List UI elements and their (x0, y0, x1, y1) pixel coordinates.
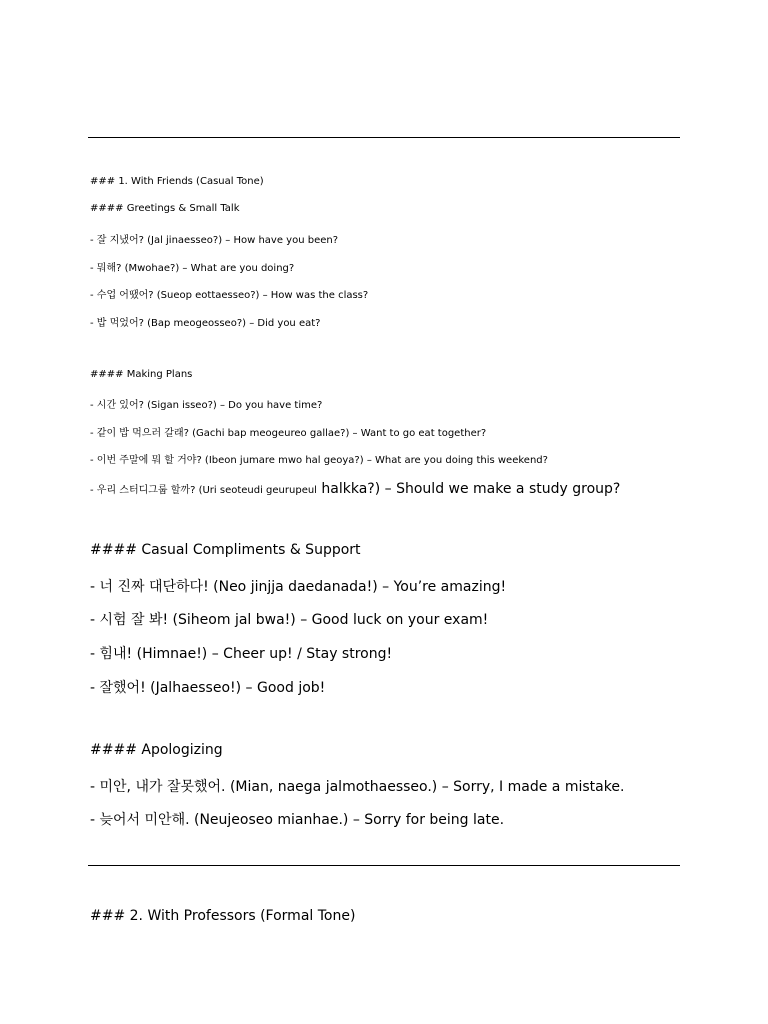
greetings-heading: #### Greetings & Small Talk (90, 203, 240, 214)
list-item: - 힘내! (Himnae!) – Cheer up! / Stay strong! (90, 646, 393, 662)
divider-bottom (88, 865, 680, 866)
list-item: - 같이 밥 먹으러 갈래? (Gachi bap meogeureo gallae?) – Want to go eat together? (90, 428, 487, 439)
list-item: - 잘했어! (Jalhaesseo!) – Good job! (90, 680, 326, 696)
list-item: - 시간 있어? (Sigan isseo?) – Do you have time? (90, 400, 323, 411)
list-item-part-small: - 우리 스터디그룹 할까? (Uri seoteudi geurupeul (90, 485, 317, 496)
list-item: - 너 진짜 대단하다! (Neo jinjja daedanada!) – You’re amazing! (90, 579, 507, 595)
list-item: - 뭐해? (Mwohae?) – What are you doing? (90, 263, 295, 274)
list-item: - 미안, 내가 잘못했어. (Mian, naega jalmothaesseo.) – Sorry, I made a mistake. (90, 779, 625, 795)
list-item-part-large: halkka?) – Should we make a study group? (316, 481, 621, 497)
list-item: - 늦어서 미안해. (Neujeoseo mianhae.) – Sorry for being late. (90, 812, 505, 828)
section2-heading: ### 2. With Professors (Formal Tone) (90, 908, 356, 924)
list-item-study-group (90, 478, 620, 497)
list-item: - 잘 지냈어? (Jal jinaesseo?) – How have you been? (90, 235, 339, 246)
compliments-heading: #### Casual Compliments & Support (90, 542, 361, 558)
list-item: - 시험 잘 봐! (Siheom jal bwa!) – Good luck on your exam! (90, 612, 489, 628)
list-item: - 수업 어땠어? (Sueop eottaesseo?) – How was the class? (90, 290, 369, 301)
plans-heading: #### Making Plans (90, 369, 193, 380)
list-item: - 이번 주말에 뭐 할 거야? (Ibeon jumare mwo hal geoya?) – What are you doing this weekend? (90, 455, 548, 466)
divider-top (88, 137, 680, 138)
section1-heading: ### 1. With Friends (Casual Tone) (90, 176, 264, 187)
list-item: - 밥 먹었어? (Bap meogeosseo?) – Did you eat? (90, 318, 321, 329)
apologizing-heading: #### Apologizing (90, 742, 223, 758)
